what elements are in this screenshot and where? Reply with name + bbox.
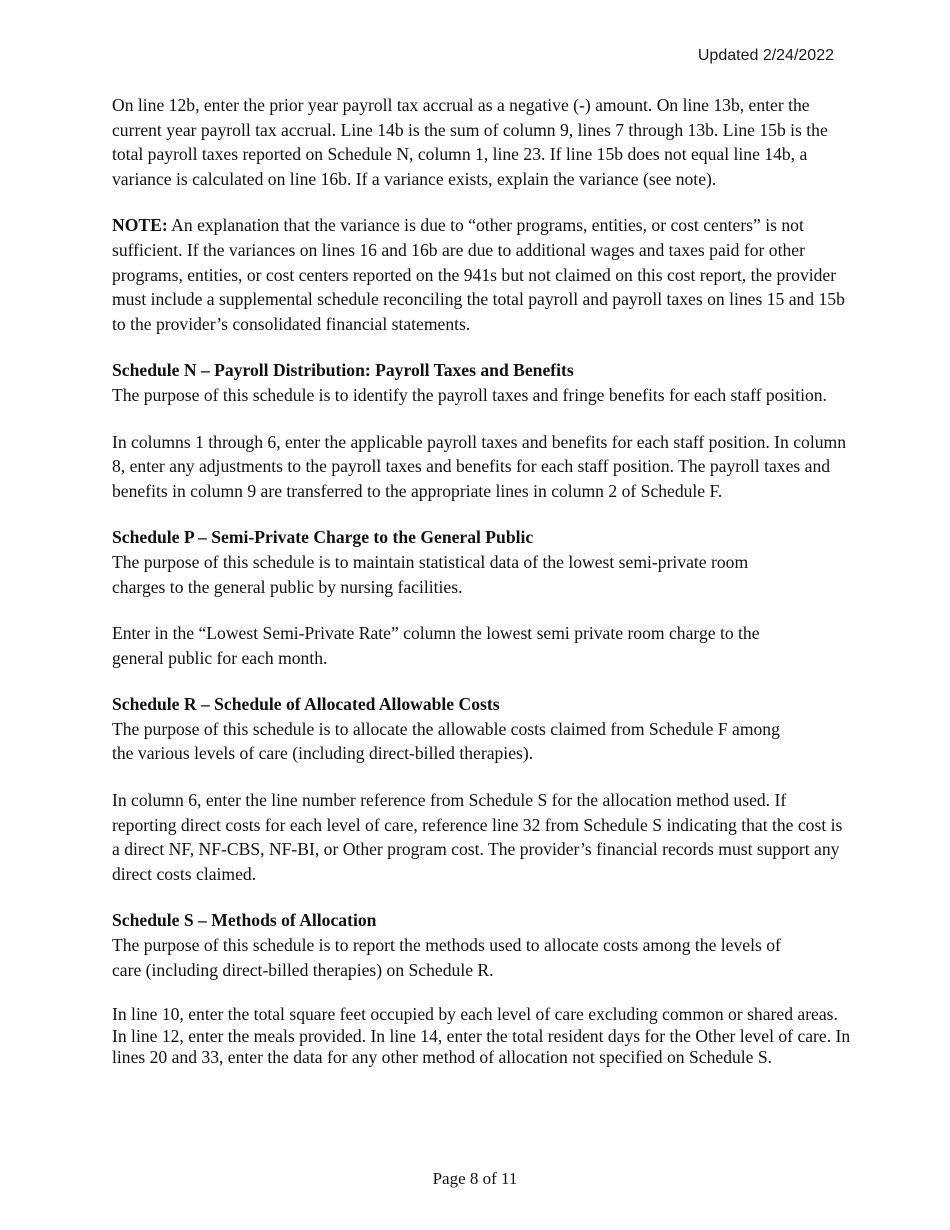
schedule-p-heading: Schedule P – Semi-Private Charge to the General Public: [112, 527, 534, 548]
schedule-r-body: In column 6, enter the line number reference from Schedule S for the allocation method used. If reporting direct costs for each level of care, reference line 32 from Schedule S indicating that the cost is a direct NF, NF-CBS, NF-BI, or Other program cost. The provider’s financial records must support any direct costs claimed.: [112, 790, 843, 884]
schedule-p-body: Enter in the “Lowest Semi-Private Rate” column the lowest semi private room charge to the general public for each month.: [112, 623, 760, 668]
note-label: NOTE:: [112, 215, 168, 236]
schedule-s-heading: Schedule S – Methods of Allocation: [112, 910, 377, 931]
page-number: Page 8 of 11: [432, 1169, 518, 1188]
schedule-r-heading: Schedule R – Schedule of Allocated Allowable Costs: [112, 694, 500, 715]
schedule-n-body: In columns 1 through 6, enter the applicable payroll taxes and benefits for each staff position. In column 8, enter any adjustments to the payroll taxes and benefits for each staff position. The payroll taxes and benefits in column 9 are transferred to the appropriate lines in column 2 of Schedule F.: [112, 431, 847, 501]
schedule-s-body: In line 10, enter the total square feet occupied by each level of care excluding common or shared areas. In line 12, enter the meals provided. In line 14, enter the total resident days for the Other level of care. In lines 20 and 33, enter the data for any other method of allocation not specified on Schedule S.: [112, 1004, 851, 1068]
document-body: [112, 93, 852, 1069]
schedule-n-purpose: The purpose of this schedule is to identify the payroll taxes and fringe benefits for each staff position.: [112, 384, 827, 405]
schedule-n-heading: Schedule N – Payroll Distribution: Payroll Taxes and Benefits: [112, 360, 574, 381]
note-text: An explanation that the variance is due to “other programs, entities, or cost centers” is not sufficient. If the variances on lines 16 and 16b are due to additional wages and taxes paid for other programs, entities, or cost centers reported on the 941s but not claimed on this cost report, the provider must include a supplemental schedule reconciling the total payroll and payroll taxes on lines 15 and 15b to the provider’s consolidated financial statements.: [112, 215, 845, 334]
schedule-p-purpose: The purpose of this schedule is to maintain statistical data of the lowest semi-private room charges to the general public by nursing facilities.: [112, 551, 749, 597]
updated-date: Updated 2/24/2022: [697, 47, 834, 64]
note-paragraph: [112, 213, 852, 336]
paragraph-payroll-tax-accrual: On line 12b, enter the prior year payroll tax accrual as a negative (-) amount. On line 13b, enter the current year payroll tax accrual. Line 14b is the sum of column 9, lines 7 through 13b. Line 15b is the total payroll taxes reported on Schedule N, column 1, line 23. If line 15b does not equal line 14b, a variance is calculated on line 16b. If a variance exists, explain the variance (see note).: [112, 95, 828, 189]
schedule-s-purpose: The purpose of this schedule is to report the methods used to allocate costs among the levels of care (including direct-billed therapies) on Schedule R.: [112, 935, 781, 980]
schedule-r-purpose: The purpose of this schedule is to allocate the allowable costs claimed from Schedule F among the various levels of care (including direct-billed therapies).: [112, 718, 780, 764]
